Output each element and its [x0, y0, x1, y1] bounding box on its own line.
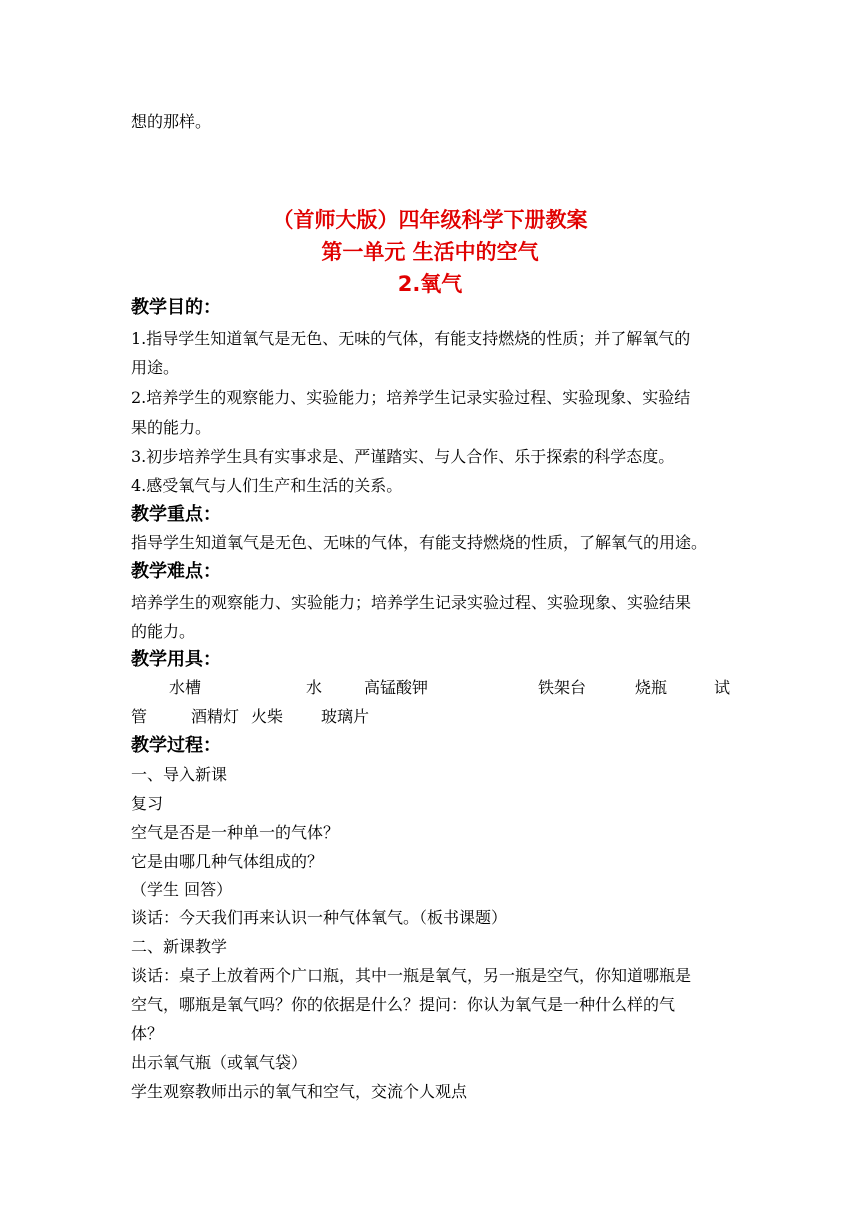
- process-line: 谈话：桌子上放着两个广口瓶，其中一瓶是氧气，另一瓶是空气，你知道哪瓶是: [131, 966, 692, 985]
- difficulties-heading: 教学难点：: [131, 561, 221, 582]
- title-line-2: 第一单元 生活中的空气: [321, 240, 539, 264]
- process-line: 空气是否是一种单一的气体？: [131, 823, 340, 842]
- tool-item: 玻璃片: [321, 707, 370, 726]
- difficulties-line: 的能力。: [131, 622, 196, 641]
- title-line-1: （首师大版）四年级科学下册教案: [272, 208, 588, 232]
- process-line: 学生观察教师出示的氧气和空气，交流个人观点: [131, 1082, 468, 1101]
- tool-item: 酒精灯: [191, 707, 240, 726]
- tool-item: 管: [131, 707, 148, 726]
- title-line-3: 2.氧气: [397, 272, 463, 296]
- tool-item: 水: [306, 678, 323, 697]
- objectives-line: 1.指导学生知道氧气是无色、无味的气体，有能支持燃烧的性质；并了解氧气的: [131, 329, 691, 348]
- process-line: （学生 回答）: [131, 880, 233, 899]
- key-points-text: 指导学生知道氧气是无色、无味的气体，有能支持燃烧的性质，了解氧气的用途。: [131, 533, 708, 552]
- process-line: 它是由哪几种气体组成的？: [131, 852, 324, 871]
- tool-item: 铁架台: [538, 678, 587, 697]
- tool-item: 水槽: [169, 678, 202, 697]
- process-line: 体？: [131, 1024, 164, 1043]
- objectives-line: 果的能力。: [131, 418, 212, 437]
- objectives-line: 2.培养学生的观察能力、实验能力；培养学生记录实验过程、实验现象、实验结: [131, 388, 691, 407]
- process-line: 二、新课教学: [131, 937, 228, 956]
- objectives-line: 4.感受氧气与人们生产和生活的关系。: [131, 476, 403, 495]
- process-line: 复习: [131, 794, 164, 813]
- previous-page-fragment: 想的那样。: [131, 112, 212, 131]
- tools-heading: 教学用具：: [131, 649, 221, 670]
- tool-item: 高锰酸钾: [364, 678, 429, 697]
- objectives-line: 3.初步培养学生具有实事求是、严谨踏实、与人合作、乐于探索的科学态度。: [131, 447, 675, 466]
- key-points-heading: 教学重点：: [131, 504, 221, 525]
- tool-item: 试: [714, 678, 731, 697]
- process-line: 空气，哪瓶是氧气吗？你的依据是什么？提问：你认为氧气是一种什么样的气: [131, 995, 676, 1014]
- process-line: 谈话：今天我们再来认识一种气体氧气。（板书课题）: [131, 908, 508, 927]
- tool-item: 火柴: [251, 707, 284, 726]
- difficulties-line: 培养学生的观察能力、实验能力；培养学生记录实验过程、实验现象、实验结果: [131, 593, 692, 612]
- objectives-heading: 教学目的：: [131, 297, 221, 318]
- process-line: 一、导入新课: [131, 765, 228, 784]
- process-line: 出示氧气瓶（或氧气袋）: [131, 1053, 308, 1072]
- process-heading: 教学过程：: [131, 735, 221, 756]
- objectives-line: 用途。: [131, 358, 180, 377]
- tool-item: 烧瓶: [635, 678, 668, 697]
